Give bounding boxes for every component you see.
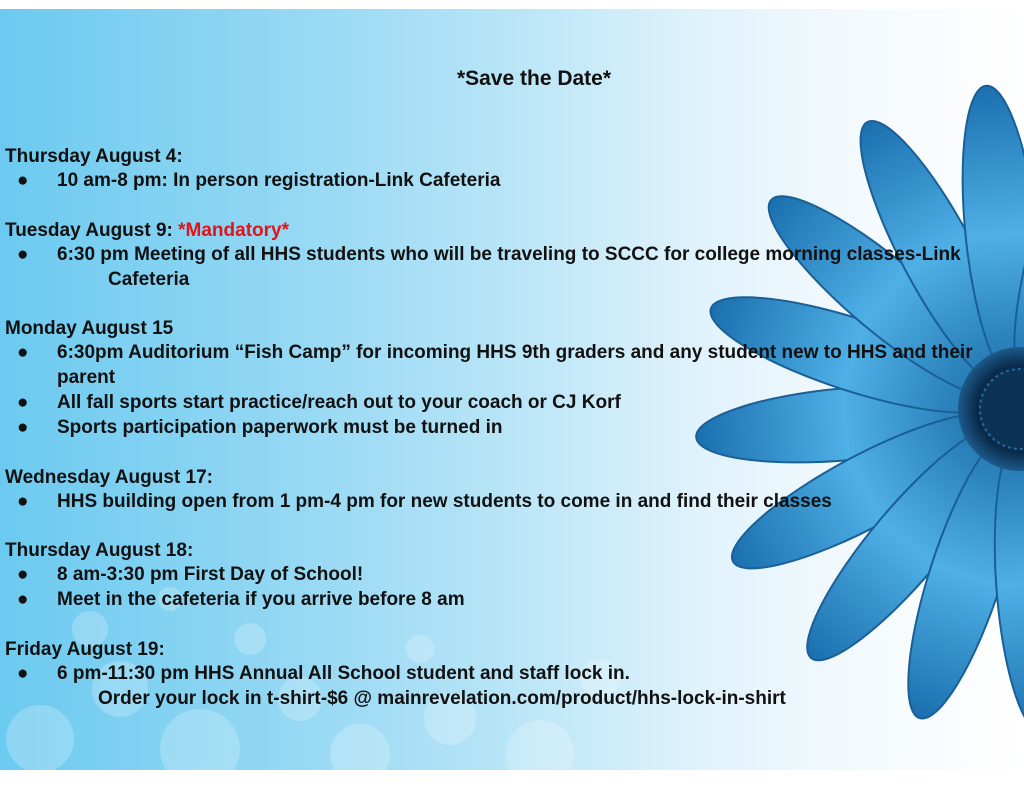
list-item bbox=[5, 391, 1024, 416]
event-text: HHS building open from 1 pm-4 pm for new students to come in and find their classes bbox=[57, 490, 832, 512]
bullet-icon: ● bbox=[17, 589, 29, 611]
flyer bbox=[0, 9, 1024, 770]
bullet-icon: ● bbox=[17, 662, 29, 684]
list-item bbox=[5, 662, 1024, 687]
list-item bbox=[5, 416, 1024, 441]
event-text: 6:30pm Auditorium “Fish Camp” for incoming HHS 9th graders and any student new to HHS and their bbox=[57, 342, 973, 364]
event-continuation: Order your lock in t-shirt-$6 @ mainrevelation.com/product/hhs-lock-in-shirt bbox=[98, 687, 786, 709]
event-list bbox=[5, 243, 1024, 293]
list-item bbox=[5, 563, 1024, 588]
bullet-icon: ● bbox=[17, 243, 29, 265]
event-text: 10 am-8 pm: In person registration-Link Cafeteria bbox=[57, 170, 501, 191]
bullet-icon: ● bbox=[17, 391, 29, 413]
bullet-icon: ● bbox=[17, 416, 29, 438]
event-list bbox=[5, 341, 1024, 440]
page-title: *Save the Date* bbox=[456, 67, 612, 90]
list-item bbox=[5, 490, 1024, 515]
event-text: 6 pm-11:30 pm HHS Annual All School student and staff lock in. bbox=[57, 662, 630, 684]
event-list bbox=[5, 490, 1024, 515]
day-heading: Monday August 15 bbox=[5, 318, 174, 340]
event-text: 8 am-3:30 pm First Day of School! bbox=[57, 564, 364, 586]
event-text: Sports participation paperwork must be turned in bbox=[57, 416, 503, 438]
day-heading: Friday August 19: bbox=[5, 638, 165, 660]
event-text: Meet in the cafeteria if you arrive before 8 am bbox=[57, 589, 465, 611]
day-heading: Thursday August 4: bbox=[5, 146, 183, 167]
event-text: All fall sports start practice/reach out to your coach or CJ Korf bbox=[57, 391, 621, 413]
schedule bbox=[5, 144, 1024, 736]
bullet-icon: ● bbox=[17, 490, 29, 512]
day-heading-text: Tuesday August 9: bbox=[5, 219, 179, 241]
bullet-icon: ● bbox=[17, 170, 29, 191]
list-item bbox=[5, 341, 1024, 366]
day-heading: Wednesday August 17: bbox=[5, 466, 213, 488]
event-list bbox=[5, 169, 1024, 194]
day-heading bbox=[5, 218, 1024, 243]
list-item bbox=[5, 243, 1024, 268]
bullet-icon: ● bbox=[17, 342, 29, 364]
mandatory-label: *Mandatory* bbox=[178, 219, 289, 241]
event-list bbox=[5, 563, 1024, 613]
event-continuation: parent bbox=[57, 367, 116, 389]
event-continuation: Cafeteria bbox=[108, 268, 190, 290]
list-item bbox=[5, 169, 1024, 194]
day-heading: Thursday August 18: bbox=[5, 540, 194, 562]
list-item bbox=[5, 588, 1024, 613]
event-text: 6:30 pm Meeting of all HHS students who will be traveling to SCCC for college morning classes-Link bbox=[57, 243, 961, 265]
event-list bbox=[5, 662, 1024, 712]
bullet-icon: ● bbox=[17, 564, 29, 586]
